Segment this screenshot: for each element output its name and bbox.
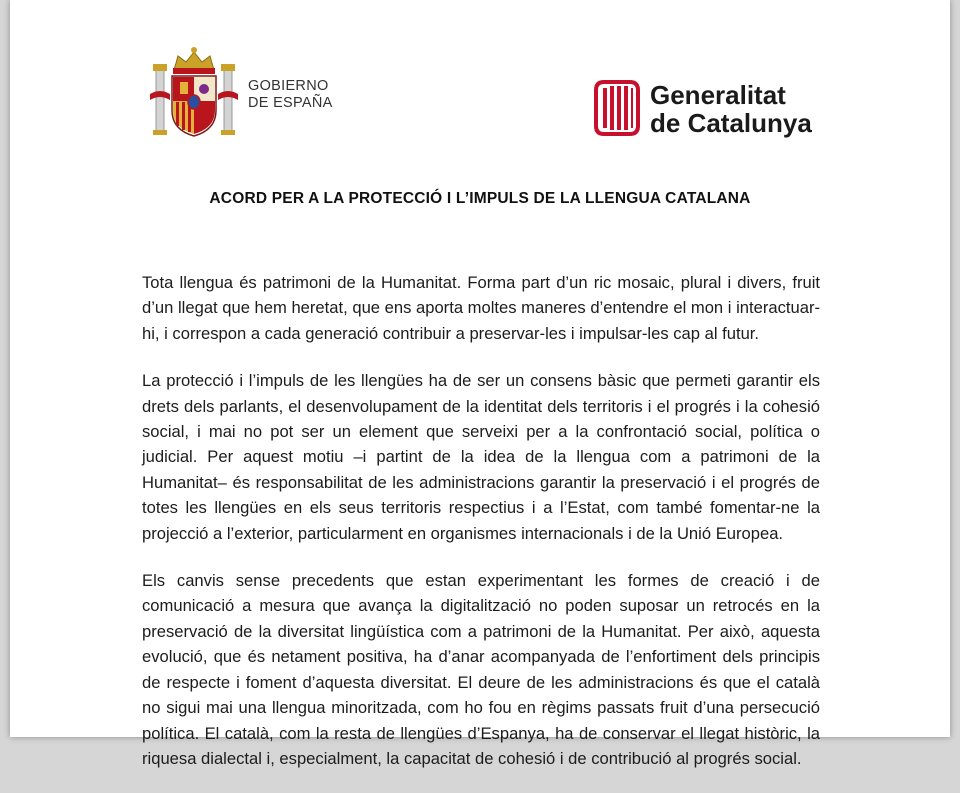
gobierno-line: GOBIERNO [248,78,329,94]
document-body [142,270,820,793]
generalitat-line: Generalitat [650,80,786,110]
spanish-coat-of-arms-icon [144,44,244,142]
document-page [10,0,950,768]
paragraph-3: Els canvis sense precedents que estan experimentant les formes de creació i de comunicació a mesura que avança la digitalització no poden suposar un retrocés en la preservació de la diversitat lingüística com a patrimoni de la Humanitat. Per això, aquesta evolució, que és netament positiva, ha d’anar acompanyada de l’enfortiment dels principis de respecte i foment d’aquesta diversitat. El deure de les administracions és que el català no sigui mai una llengua minoritzada, com ho fou en règims passats fruit d’una persecució política. El català, com la resta de llengües d’Espanya, ha de conservar el llegat històric, la riquesa dialectal i, especialment, la capacitat de cohesió i de contribució al progrés social. [142,571,820,768]
generalitat-wordmark [650,81,812,137]
paragraph-1: Tota llengua és patrimoni de la Humanitat. Forma part d’un ric mosaic, plural i divers, fruit d’un llegat que hem heretat, que ens aporta moltes maneres d’entendre el mon i interactuar-hi, i correspon a cada generació contribuir a preservar-les i impulsar-les cap al futur. [142,273,820,343]
de-espana-line: DE ESPAÑA [248,95,333,111]
document-header [10,0,950,160]
paragraph-2: La protecció i l’impuls de les llengües ha de ser un consens bàsic que permeti garantir els drets dels parlants, el desenvolupament de la identitat dels territoris i el progrés i la cohesió social, i mai no pot ser un element que serveixi per a la confrontació social, política o judicial. Per aquest motiu –i partint de la idea de la llengua com a patrimoni de la Humanitat– és responsabilitat de les administracions garantir la preservació i el progrés de totes les llengües en els seus territoris respectius i a l’Estat, com també fomentar-ne la projecció a l’exterior, particularment en organismes internacionals i de la Unió Europea. [142,371,820,543]
senyera-emblem-icon [592,80,642,136]
document-title: ACORD PER A LA PROTECCIÓ I L’IMPULS DE LA LLENGUA CATALANA [209,190,751,207]
gobierno-de-espana-wordmark [248,78,333,112]
de-catalunya-line: de Catalunya [650,108,812,138]
